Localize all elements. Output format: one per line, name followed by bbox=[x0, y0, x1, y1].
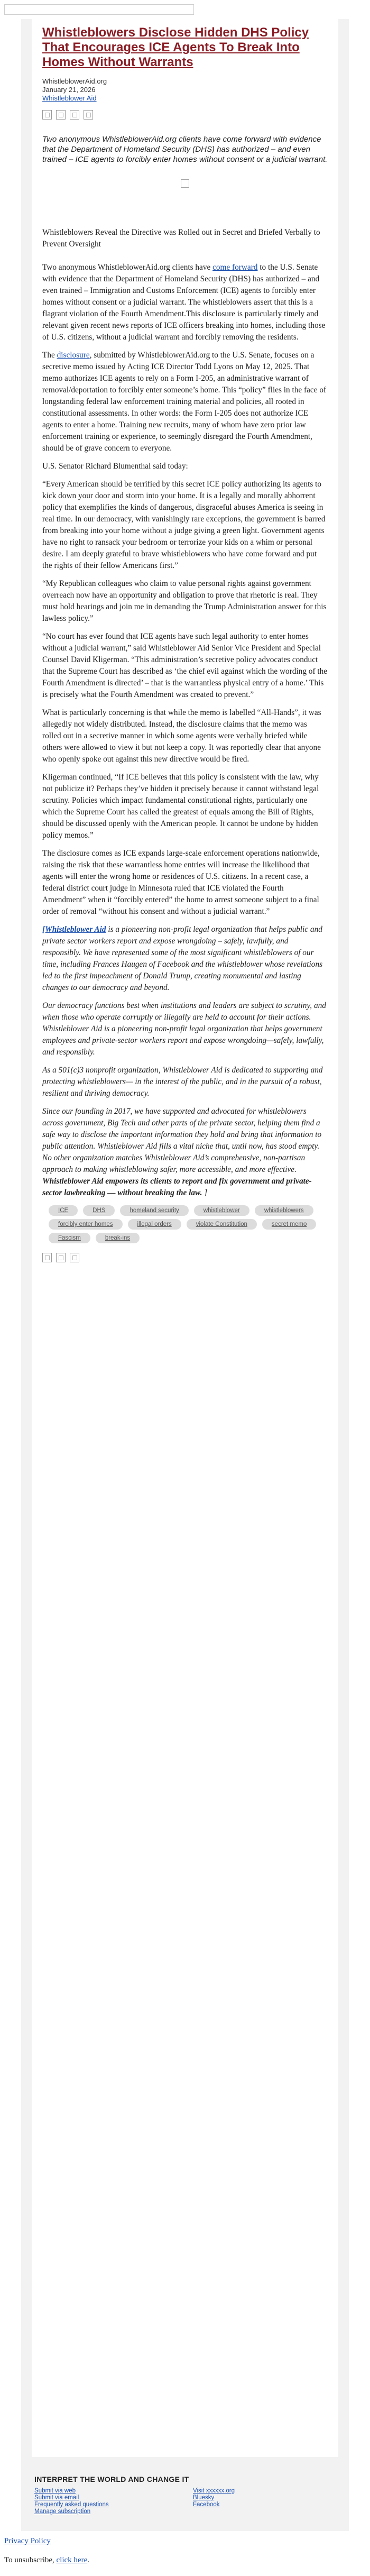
paragraph: “No court has ever found that ICE agents have such legal authority to enter homes without a judicial warrant,” said Whistleblower Aid Senior Vice President and Special Counsel David Kligerman. “This administration’s secretive policy advocates conduct that the Supreme Court has described as ‘the chief evil against which the wording of the Fourth Amendment is directed’ – that is the warrantless physical entry of a home.’ This is precisely what the Fourth Amendment was created to prevent.” bbox=[42, 632, 328, 699]
publish-date: January 21, 2026 bbox=[42, 86, 96, 94]
share-icon[interactable] bbox=[42, 1253, 52, 1262]
share-icon[interactable] bbox=[70, 1253, 79, 1262]
about-note: Our democracy functions best when institutions and leaders are subject to scrutiny, and when those who operate corruptly or illegally are held to account for their actions. Whistleblower Aid is a pioneering non-profit legal organization that helps government employees and private-sector workers report and expose wrongdoing—safely, lawfully, and responsibly. bbox=[42, 1001, 326, 1057]
tag[interactable]: forcibly enter homes bbox=[49, 1219, 123, 1230]
about-link[interactable]: [Whistleblower Aid bbox=[42, 925, 106, 934]
quote-paragraph: “Every American should be terrified by this secret ICE policy authorizing its agents to kick down your door and storm into your home. It is a legally and morally abhorrent policy that exemplifies the kinds of dangerous, disgraceful abuses America is seeing in real time. In our democracy, with vanishingly rare exceptions, the government is barred from breaking into your home without a judge giving a green light. Government agents have no right to ransack your bedroom or terrorize your kids on a whim or personal desire. I am deeply grateful to brave whistleblowers who have come forward and put the rights of their fellow Americans first.” bbox=[42, 480, 326, 570]
unsubscribe-line: To unsubscribe, click here. bbox=[4, 2556, 89, 2564]
about-note: Since our founding in 2017, we have supported and advocated for whistleblowers across government, Big Tech and other parts of the private sector, helping them find a safe way to disclose the important information they hold and bring that information to public attention. Whistleblower Aid fills a vital niche that, until now, has stood empty. No other organization matches Whistleblower Aid’s comprehensive, non-partisan approach to making whistleblowing safer, more accessible, and more effective. Whistleblower Aid empowers its clients to report and fix government and private-sector lawbreaking — without breaking the law. ] bbox=[42, 1107, 322, 1197]
tag[interactable]: DHS bbox=[83, 1205, 115, 1216]
submit-email-link[interactable]: Submit via email bbox=[34, 2495, 79, 2501]
quote-paragraph: “My Republican colleagues who claim to value personal rights against government overreach now have an opportunity and obligation to prove that rhetoric is real. They must hold hearings and join me in demanding the Trump Administration answer for this lawless policy.” bbox=[42, 579, 327, 623]
article-lede: Two anonymous WhistleblowerAid.org clients have come forward with evidence that the Department of Homeland Security (DHS) has authorized – and even trained – ICE agents to forcibly enter homes without consent or a judicial warrant. bbox=[42, 135, 328, 164]
footer-left-links bbox=[34, 2488, 109, 2515]
paragraph: The disclosure, submitted by WhistleblowerAid.org to the U.S. Senate, focuses on a secretive memo issued by Acting ICE Director Todd Lyons on May 12, 2025. That memo authorizes ICE agents to rely on a Form I-205, an administrative warrant of removal/deportation to forcibly enter someone’s home. This “policy” flies in the face of longstanding federal law enforcement training material and policies, all rooted in constitutional assessments. In other words: the Form I-205 does not authorize ICE agents to enter a home. Training new recruits, many of whom have zero prior law enforcement training or experience, to seemingly disregard the Fourth Amendment, should be of grave concern to everyone. bbox=[42, 351, 327, 453]
tag[interactable]: break-ins bbox=[96, 1233, 140, 1243]
bluesky-link[interactable]: Bluesky bbox=[193, 2495, 215, 2501]
paragraph: The disclosure comes as ICE expands large-scale enforcement operations nationwide, raising the risk that these warrantless home entries will increase the likelihood that agents will enter the wrong home or residences of U.S. citizens. In a recent case, a federal district court judge in Minnesota ruled that ICE violated the Fourth Amendment” when it “forcibly entered” the home to arrest someone subject to a final order of removal “without his consent and without a judicial warrant.” bbox=[42, 849, 320, 916]
footer-title: INTERPRET THE WORLD AND CHANGE IT bbox=[34, 2475, 189, 2483]
email-body bbox=[32, 19, 338, 2457]
faq-link[interactable]: Frequently asked questions bbox=[34, 2501, 109, 2508]
privacy-policy-link[interactable]: Privacy Policy bbox=[4, 2537, 51, 2545]
tag[interactable]: homeland security bbox=[120, 1205, 188, 1216]
tag[interactable]: ICE bbox=[49, 1205, 78, 1216]
tag[interactable]: whistleblowers bbox=[255, 1205, 313, 1216]
share-icons-bottom bbox=[42, 1253, 328, 1262]
source-label: WhistleblowerAid.org bbox=[42, 77, 107, 85]
share-icons bbox=[42, 110, 328, 120]
unsubscribe-link[interactable]: click here bbox=[56, 2556, 88, 2564]
hero-image bbox=[42, 179, 328, 188]
submit-web-link[interactable]: Submit via web bbox=[34, 2488, 76, 2494]
tag-list bbox=[42, 1205, 328, 1243]
share-icon[interactable] bbox=[42, 110, 52, 120]
share-icon[interactable] bbox=[56, 1253, 66, 1262]
author-link[interactable]: Whistleblower Aid bbox=[42, 94, 97, 102]
article-headline[interactable]: Whistleblowers Disclose Hidden DHS Policy That Encourages ICE Agents To Break Into Homes Without Warrants bbox=[42, 25, 309, 69]
about-note: As a 501(c)3 nonprofit organization, Whistleblower Aid is dedicated to supporting and protecting whistleblowers— in the interest of the public, and in the pursuit of a robust, resilient and thriving democracy. bbox=[42, 1066, 323, 1098]
article-subhead: Whistleblowers Reveal the Directive was Rolled out in Secret and Briefed Verbally to Prevent Oversight bbox=[42, 228, 320, 249]
come-forward-link[interactable]: come forward bbox=[212, 263, 258, 272]
manage-subscription-link[interactable]: Manage subscription bbox=[34, 2508, 91, 2515]
tag[interactable]: secret memo bbox=[262, 1219, 316, 1230]
tag[interactable]: Fascism bbox=[49, 1233, 90, 1243]
footer-right-links bbox=[193, 2488, 235, 2508]
article bbox=[42, 19, 328, 1262]
tag[interactable]: illegal orders bbox=[128, 1219, 181, 1230]
about-note: [Whistleblower Aid is a pioneering non-profit legal organization that helps public and private sector workers report and expose wrongdoing – safely, lawfully, and responsibly. We have represented some of the most significant whistleblowers of our time, including Frances Haugen of Facebook and the whistleblower whose revelations led to the first impeachment of Donald Trump, creating monumental and lasting changes to our democracy and beyond. bbox=[42, 925, 323, 992]
paragraph: U.S. Senator Richard Blumenthal said today: bbox=[42, 462, 188, 471]
share-icon[interactable] bbox=[56, 110, 66, 120]
paragraph: What is particularly concerning is that while the memo is labelled “All-Hands”, it was allegedly not widely distributed. Instead, the disclosure claims that the memo was rolled out in a secretive manner in which some agents were verbally briefed while others were allowed to view it but not keep a copy. It was reportedly clear that anyone who openly spoke out against this new directive would be fired. bbox=[42, 708, 321, 764]
privacy-line bbox=[4, 2537, 51, 2546]
disclosure-link[interactable]: disclosure bbox=[57, 351, 90, 360]
footer bbox=[21, 2457, 349, 2531]
paragraph: Kligerman continued, “If ICE believes that this policy is consistent with the law, why not publicize it? Perhaps they’ve hidden it precisely because it cannot withstand legal scrutiny. Policies which impact fundamental constitutional rights, particularly one which the Supreme Court has called the greatest of equals among the Bill of Rights, should be discussed openly with the American people. It cannot be undone by hidden policy memos.” bbox=[42, 773, 319, 840]
article-meta bbox=[42, 77, 328, 103]
paragraph: Two anonymous WhistleblowerAid.org clients have come forward to the U.S. Senate with evidence that the Department of Homeland Security (DHS) has authorized – and even trained – Immigration and Customs Enforcement (ICE) agents to forcibly enter homes without consent or a judicial warrant. The whistleblowers assert that this is a flagrant violation of the Fourth Amendment.This disclosure is particularly timely and relevant given recent news reports of ICE officers breaking into homes, including those of U.S. citizens, without a judicial warrant and forcibly removing the residents. bbox=[42, 263, 326, 342]
visit-site-link[interactable]: Visit xxxxxx.org bbox=[193, 2488, 235, 2494]
broken-image-icon bbox=[181, 179, 189, 188]
header-image-placeholder bbox=[4, 4, 194, 15]
tag[interactable]: whistleblower bbox=[194, 1205, 249, 1216]
email-outer bbox=[21, 19, 349, 2457]
share-icon[interactable] bbox=[84, 110, 93, 120]
facebook-link[interactable]: Facebook bbox=[193, 2501, 220, 2508]
tag[interactable]: violate Constitution bbox=[187, 1219, 257, 1230]
share-icon[interactable] bbox=[70, 110, 79, 120]
